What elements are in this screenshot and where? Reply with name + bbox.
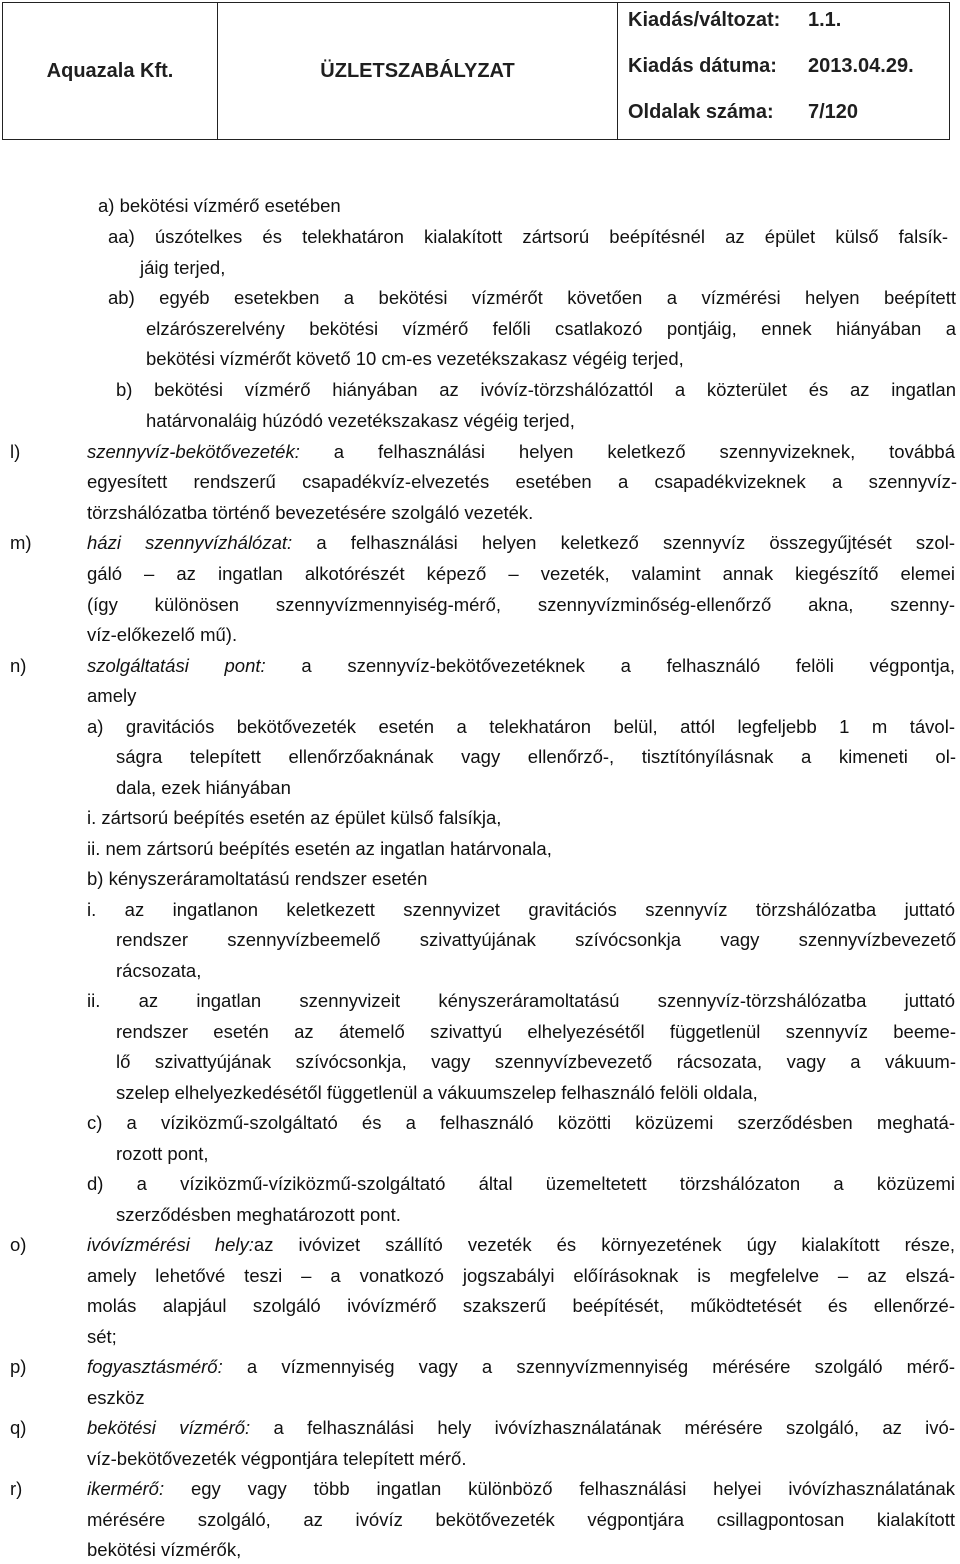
body-line: víz-bekötővezeték végpontjára telepített mérő. bbox=[87, 1448, 467, 1469]
body-line: (így különösen szennyvízmennyiség-mérő, szennyvízminőség-ellenőrző akna, szenny- bbox=[87, 594, 955, 615]
body-line: ii. nem zártsorú beépítés esetén az ingatlan határvonala, bbox=[87, 838, 552, 859]
body-line: dala, ezek hiányában bbox=[116, 777, 291, 798]
document-meta bbox=[618, 3, 949, 139]
body-line: mérésére szolgáló, az ivóvíz bekötővezeték végpontjára csillagpontosan kialakított bbox=[87, 1509, 955, 1530]
item-label-r: r) bbox=[10, 1478, 23, 1499]
body-line bbox=[87, 441, 955, 463]
body-line: i. zártsorú beépítés esetén az épület külső falsíkja, bbox=[87, 807, 502, 828]
pages-row bbox=[628, 101, 859, 124]
term-fogyasztasmero: fogyasztásmérő: bbox=[87, 1356, 223, 1377]
body-line: d) a víziközmű-víziközmű-szolgáltató által üzemeltetett törzshálózaton a közüzemi bbox=[87, 1173, 955, 1194]
definition-text: egy vagy több ingatlan különböző felhasználási helyei ivóvízhasználatának bbox=[164, 1478, 955, 1499]
body-line: rácsozata, bbox=[116, 960, 202, 981]
pages-value: 7/120 bbox=[808, 101, 859, 123]
body-line: a) bekötési vízmérő esetében bbox=[98, 195, 341, 216]
document-title: ÜZLETSZABÁLYZAT bbox=[218, 3, 618, 139]
body-line: molás alapjául szolgáló ivóvízmérő szakszerű beépítését, működtetését és ellenőrzé- bbox=[87, 1295, 955, 1316]
body-line: eszköz bbox=[87, 1387, 145, 1408]
company-name: Aquazala Kft. bbox=[3, 3, 218, 139]
body-line bbox=[87, 1478, 955, 1500]
item-label-m: m) bbox=[10, 532, 32, 553]
pages-label: Oldalak száma: bbox=[628, 101, 774, 123]
body-line bbox=[87, 1356, 955, 1378]
body-line bbox=[87, 1234, 955, 1256]
body-line: szelep elhelyezkedésétől függetlenül a vákuumszelep felhasználó felöli oldala, bbox=[116, 1082, 758, 1103]
term-ivovizmeresi-hely: ivóvízmérési hely: bbox=[87, 1234, 254, 1255]
edition-label: Kiadás/változat: bbox=[628, 9, 781, 31]
body-line: amely bbox=[87, 685, 137, 706]
body-line: a) gravitációs bekötővezeték esetén a telekhatáron belül, attól legfeljebb 1 m távol- bbox=[87, 716, 955, 737]
definition-text: az ivóvizet szállító vezeték és környezetének úgy kialakított része, bbox=[253, 1234, 955, 1255]
body-line: jáig terjed, bbox=[140, 257, 226, 278]
body-line: ságra telepített ellenőrzőaknának vagy ellenőrző-, tisztítónyílásnak a kimeneti ol- bbox=[116, 746, 956, 767]
body-line: szerződésben meghatározott pont. bbox=[116, 1204, 401, 1225]
date-row bbox=[628, 55, 914, 78]
body-line: c) a víziközmű-szolgáltató és a felhasználó közötti közüzemi szerződésben meghatá- bbox=[87, 1112, 955, 1133]
item-label-o: o) bbox=[10, 1234, 27, 1255]
body-line: határvonaláig húzódó vezetékszakasz végéig terjed, bbox=[146, 410, 575, 431]
edition-value: 1.1. bbox=[808, 9, 842, 31]
body-line: bekötési vízmérők, bbox=[87, 1539, 242, 1560]
body-line: törzshálózatba történő bevezetésére szolgáló vezeték. bbox=[87, 502, 534, 523]
item-label-n: n) bbox=[10, 655, 27, 676]
body-line: aa) úszótelkes és telekhatáron kialakított zártsorú beépítésnél az épület külső falsík- bbox=[108, 226, 948, 247]
definition-text: a felhasználási helyen keletkező szennyvizeknek, továbbá bbox=[299, 441, 955, 462]
body-line: rendszer esetén az átemelő szivattyú elhelyezésétől függetlenül szennyvíz beeme- bbox=[116, 1021, 956, 1042]
body-line: bekötési vízmérőt követő 10 cm-es vezetékszakasz végéig terjed, bbox=[146, 348, 684, 369]
body-line: rozott pont, bbox=[116, 1143, 209, 1164]
body-line bbox=[87, 655, 955, 677]
body-line: lő szivattyújának szívócsonkja, vagy szennyvízbevezető rácsozata, vagy a vákuum- bbox=[116, 1051, 956, 1072]
item-label-p: p) bbox=[10, 1356, 27, 1377]
body-line bbox=[87, 1417, 955, 1439]
term-szolgaltatasi-pont: szolgáltatási pont: bbox=[87, 655, 266, 676]
body-line: b) kényszeráramoltatású rendszer esetén bbox=[87, 868, 428, 889]
body-line: víz-előkezelő mű). bbox=[87, 624, 238, 645]
body-line: egyesített rendszerű csapadékvíz-elvezetés esetében a csapadékvizeknek a szennyvíz- bbox=[87, 471, 957, 492]
body-line: i. az ingatlanon keletkezett szennyvizet gravitációs szennyvíz törzshálózatba juttató bbox=[87, 899, 955, 920]
definition-text: a szennyvíz-bekötővezetéknek a felhasználó felöli végpontja, bbox=[265, 655, 955, 676]
body-line: elzárószerelvény bekötési vízmérő felőli csatlakozó pontjáig, ennek hiányában a bbox=[146, 318, 956, 339]
term-szennyviz-bekotovezetek: szennyvíz-bekötővezeték: bbox=[87, 441, 300, 462]
item-label-l: l) bbox=[10, 441, 21, 462]
body-line: amely lehetővé teszi – a vonatkozó jogszabályi előírásoknak is megfelelve – az elszá- bbox=[87, 1265, 955, 1286]
definition-text: a vízmennyiség vagy a szennyvízmennyiség mérésére szolgáló mérő- bbox=[222, 1356, 955, 1377]
term-ikermero: ikermérő: bbox=[87, 1478, 165, 1499]
document-header bbox=[2, 2, 950, 140]
body-line: gáló – az ingatlan alkotórészét képező – vezeték, valamint annak kiegészítő elemei bbox=[87, 563, 955, 584]
item-label-q: q) bbox=[10, 1417, 27, 1438]
definition-text: a felhasználási hely ivóvízhasználatának mérésére szolgáló, az ivó- bbox=[250, 1417, 955, 1438]
date-value: 2013.04.29. bbox=[808, 55, 914, 77]
body-line bbox=[87, 532, 955, 554]
edition-row bbox=[628, 9, 842, 32]
body-line: ii. az ingatlan szennyvizeit kényszeráramoltatású szennyvíz-törzshálózatba juttató bbox=[87, 990, 955, 1011]
definition-text: a felhasználási helyen keletkező szennyvíz összegyűjtését szol- bbox=[292, 532, 955, 553]
body-line: rendszer szennyvízbeemelő szivattyújának szívócsonkja vagy szennyvízbevezető bbox=[116, 929, 956, 950]
date-label: Kiadás dátuma: bbox=[628, 55, 777, 77]
body-line: ab) egyéb esetekben a bekötési vízmérőt követően a vízmérési helyen beépített bbox=[108, 287, 956, 308]
body-line: b) bekötési vízmérő hiányában az ivóvíz-törzshálózattól a közterület és az ingatlan bbox=[116, 379, 956, 400]
term-hazi-szennyvizhalozat: házi szennyvízhálózat: bbox=[87, 532, 293, 553]
term-bekotesi-vizmero: bekötési vízmérő: bbox=[87, 1417, 251, 1438]
body-line: sét; bbox=[87, 1326, 117, 1347]
